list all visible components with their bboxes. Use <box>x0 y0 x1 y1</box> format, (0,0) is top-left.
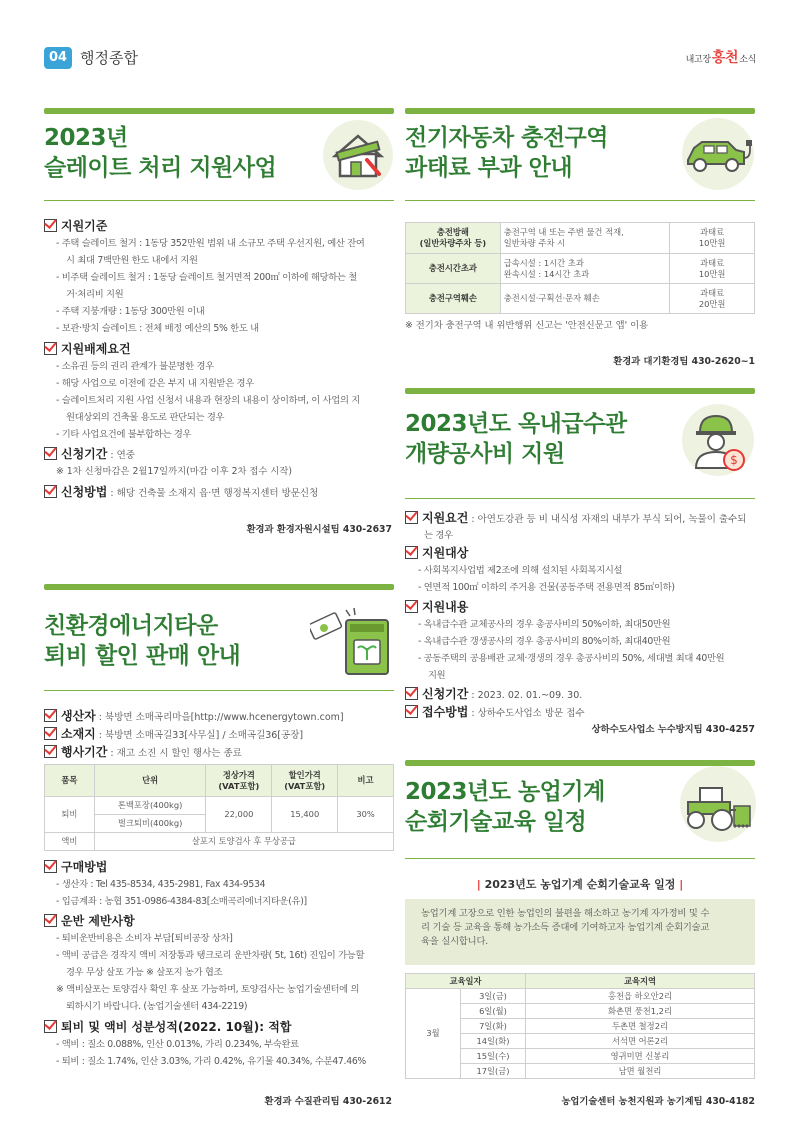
table-cell: 충전시간초과 <box>406 254 501 284</box>
eco-top-bar <box>44 584 394 590</box>
ev-title-line1: 전기자동차 충전구역 <box>405 125 608 151</box>
slate-title-line2: 슬레이트 처리 지원사업 <box>44 155 277 181</box>
intro-line: 육을 실시합니다. <box>421 936 488 947</box>
water-req-heading: 지원요건 : 아연도강관 등 비 내식성 자재의 내부가 부식 되어, 녹물이 출수되 <box>405 510 746 528</box>
slate-support-heading: 지원기준 <box>44 218 107 235</box>
water-method-heading: 접수방법 : 상하수도사업소 방문 접수 <box>405 704 585 722</box>
list-item: - 옥내급수관 교체공사의 경우 총공사비의 50%이하, 최대50만원 <box>418 619 671 630</box>
list-item: - 소유권 등의 권리 관계가 불분명한 경우 <box>56 361 214 372</box>
list-item: ※ 액비살포는 토양검사 확인 후 살포 가능하며, 토양검사는 농업기술센터에 의 <box>56 984 360 995</box>
table-cell: 두촌면 철정2리 <box>526 1019 755 1034</box>
list-item: - 입금계좌 : 농협 351-0986-4384-83[소매곡리에너지타운(유)] <box>56 896 307 907</box>
ev-penalty-table <box>405 222 755 314</box>
table-header: 교육일자 <box>406 974 526 989</box>
table-cell: 충전방해 (일반차량주차 등) <box>406 223 501 254</box>
list-item: - 퇴비 : 질소 1.74%, 인산 3.03%, 가리 0.42%, 유기물 40.34%, 수분47.46% <box>56 1056 366 1067</box>
table-cell: 15,400 <box>272 797 338 833</box>
check-icon <box>405 511 418 524</box>
table-header: 단위 <box>94 765 206 797</box>
table-header: 비고 <box>338 765 394 797</box>
table-cell: 톤백포장(400kg) <box>94 797 206 815</box>
table-cell: 남면 월천리 <box>526 1064 755 1079</box>
intro-line: 농업기계 고장으로 인한 농업인의 불편을 해소하고 농기계 자가정비 및 수 <box>421 908 710 919</box>
water-contact: 상하수도사업소 누수방지팀 430-4257 <box>591 724 755 735</box>
table-cell: 서석면 어론2리 <box>526 1034 755 1049</box>
tractor-icon <box>680 766 756 842</box>
check-icon <box>44 745 57 758</box>
water-content-heading: 지원내용 <box>405 599 468 616</box>
table-header: 정상가격 (VAT포함) <box>206 765 272 797</box>
list-item: - 해당 사업으로 이전에 같은 부지 내 지원받은 경우 <box>56 378 254 389</box>
table-cell: 과태료 10만원 <box>670 223 755 254</box>
check-icon <box>44 727 57 740</box>
farm-divider <box>405 858 755 859</box>
eco-result-heading: 퇴비 및 액비 성분성적(2022. 10월): 적합 <box>44 1019 291 1036</box>
check-icon <box>405 600 418 613</box>
list-item: - 연면적 100㎡ 이하의 주거용 건물(공동주택 전용면적 85㎡이하) <box>418 582 675 593</box>
table-cell: 영귀미면 신봉리 <box>526 1049 755 1064</box>
table-header: 품목 <box>45 765 95 797</box>
check-icon <box>44 485 57 498</box>
check-icon <box>44 447 57 460</box>
eco-title-line2: 퇴비 할인 판매 안내 <box>44 643 241 669</box>
table-cell: 화촌면 풍천1,2리 <box>526 1004 755 1019</box>
table-cell: 벌크퇴비(400kg) <box>94 815 206 833</box>
eco-event-heading: 행사기간 : 재고 소진 시 할인 행사는 종료 <box>44 744 242 762</box>
slate-method-heading: 신청방법 : 해당 건축물 소재지 읍·면 행정복지센터 방문신청 <box>44 484 318 502</box>
list-item: - 퇴비운반비용은 소비자 부담[퇴비공장 상차] <box>56 933 233 944</box>
compost-bag-icon <box>310 606 394 676</box>
table-cell: 7일(화) <box>461 1019 526 1034</box>
schedule-title: | 2023년도 농업기계 순회기술교육 일정 | <box>476 878 684 891</box>
list-item: 는 경우 <box>424 530 453 541</box>
check-icon <box>405 687 418 700</box>
table-cell: 살포지 토양검사 후 무상공급 <box>94 833 393 851</box>
slate-divider <box>44 200 394 201</box>
eco-buy-heading: 구매방법 <box>44 859 107 876</box>
ev-top-bar <box>405 108 755 114</box>
list-item: - 공동주택의 공용배관 교체·갱생의 경우 총공사비의 50%, 세대별 최대 40만원 <box>418 653 725 664</box>
check-icon <box>44 219 57 232</box>
list-item: - 액비 공급은 경작지 액비 저장통과 탱크로리 운반차량( 5t, 16t) 진입이 가능할 <box>56 950 365 961</box>
check-icon <box>405 705 418 718</box>
worker-cost-icon <box>682 404 754 476</box>
ev-note: ※ 전기차 충전구역 내 위반행위 신고는 '안전신문고 앱' 이용 <box>405 320 649 331</box>
farm-contact: 농업기술센터 농천지원과 농기계팀 430-4182 <box>561 1096 755 1107</box>
table-cell: 충전시설·구획선·문자 훼손 <box>500 284 669 314</box>
table-cell: 액비 <box>45 833 95 851</box>
table-cell: 홍천읍 하오안2리 <box>526 989 755 1004</box>
list-item: 경우 무상 살포 가능 ※ 살포지 농가 협조 <box>66 967 223 978</box>
list-item: 거·처리비 지원 <box>66 289 124 300</box>
ev-divider <box>405 200 755 201</box>
check-icon <box>44 709 57 722</box>
slate-exclude-heading: 지원배제요건 <box>44 341 131 358</box>
house-repair-icon <box>323 120 393 190</box>
list-item: - 주택 슬레이트 철거 : 1동당 352만원 범위 내 소규모 주택 우선지원, 예산 잔여 <box>56 238 365 249</box>
farm-schedule-table <box>405 973 755 1079</box>
table-cell: 6일(월) <box>461 1004 526 1019</box>
check-icon <box>405 546 418 559</box>
table-cell: 충전구역훼손 <box>406 284 501 314</box>
list-item: - 기타 사업요건에 불부합하는 경우 <box>56 429 192 440</box>
list-item: 뢰하시기 바랍니다. (농업기술센터 434-2219) <box>66 1001 248 1012</box>
slate-period-note: ※ 1차 신청마감은 2월17일까지(마감 이후 2차 접수 시작) <box>56 466 292 477</box>
page-number: 04 <box>44 47 72 69</box>
section-title: 행정종합 <box>80 49 138 67</box>
publication-logo: 내고장홍천소식 <box>685 50 756 66</box>
water-title-line1: 2023년도 옥내급수관 <box>405 411 627 437</box>
check-icon <box>44 914 57 927</box>
list-item: 원대상외의 건축물 용도로 판단되는 경우 <box>66 412 225 423</box>
check-icon <box>44 342 57 355</box>
table-cell: 급속시설 : 1시간 초과 완속시설 : 14시간 초과 <box>500 254 669 284</box>
table-cell: 30% <box>338 797 394 833</box>
farm-title-line2: 순회기술교육 일정 <box>405 809 587 835</box>
table-header: 교육지역 <box>526 974 755 989</box>
farm-intro-box <box>405 899 755 965</box>
electric-car-icon <box>682 118 754 190</box>
water-top-bar <box>405 388 755 394</box>
eco-location-heading: 소재지 : 북방면 소매곡길33[사무실] / 소매곡길36[공장] <box>44 726 303 744</box>
list-item: - 슬레이트처리 지원 사업 신청서 내용과 현장의 내용이 상이하며, 이 사업의 지 <box>56 395 361 406</box>
eco-producer-heading: 생산자 : 북방면 소매곡리마을[http://www.hcenergytown.com] <box>44 708 344 726</box>
eco-transport-heading: 운반 제반사항 <box>44 913 135 930</box>
water-period-heading: 신청기간 : 2023. 02. 01.~09. 30. <box>405 686 582 704</box>
slate-period-heading: 신청기간 : 연중 <box>44 446 135 464</box>
table-cell: 과태료 10만원 <box>670 254 755 284</box>
table-cell: 15일(수) <box>461 1049 526 1064</box>
list-item: - 비주택 슬레이트 철거 : 1동당 슬레이트 철거면적 200㎡ 이하에 해당하는 철 <box>56 272 357 283</box>
list-item: 지원 <box>428 670 446 681</box>
table-cell: 17일(금) <box>461 1064 526 1079</box>
list-item: - 사회복지사업법 제2조에 의해 설치된 사회복지시설 <box>418 565 623 576</box>
table-cell: 과태료 20만원 <box>670 284 755 314</box>
list-item: - 옥내급수관 갱생공사의 경우 총공사비의 80%이하, 최대40만원 <box>418 636 671 647</box>
list-item: - 보관·방치 슬레이트 : 전체 배정 예산의 5% 한도 내 <box>56 323 259 334</box>
water-divider <box>405 498 755 499</box>
check-icon <box>44 860 57 873</box>
ev-title-line2: 과태료 부과 안내 <box>405 155 573 181</box>
slate-title-line1: 2023년 <box>44 125 128 151</box>
table-cell: 3일(금) <box>461 989 526 1004</box>
eco-title-line1: 친환경에너지타운 <box>44 613 218 639</box>
table-cell: 22,000 <box>206 797 272 833</box>
list-item: - 액비 : 질소 0.088%, 인산 0.013%, 가리 0.234%, 부숙완료 <box>56 1039 299 1050</box>
eco-contact: 환경과 수질관리팀 430-2612 <box>264 1096 392 1107</box>
farm-title-line1: 2023년도 농업기계 <box>405 779 605 805</box>
list-item: 시 최대 7백만원 한도 내에서 지원 <box>66 255 198 266</box>
water-target-heading: 지원대상 <box>405 545 468 562</box>
table-cell: 퇴비 <box>45 797 95 833</box>
check-icon <box>44 1020 57 1033</box>
svg-text:$: $ <box>730 453 738 467</box>
eco-divider <box>44 690 394 691</box>
list-item: - 주택 지붕개량 : 1동당 300만원 이내 <box>56 306 205 317</box>
table-cell: 14일(화) <box>461 1034 526 1049</box>
compost-price-table <box>44 764 394 851</box>
water-title-line2: 개량공사비 지원 <box>405 441 565 467</box>
ev-contact: 환경과 대기환경팀 430-2620~1 <box>613 356 755 367</box>
table-header: 할인가격 (VAT포함) <box>272 765 338 797</box>
slate-contact: 환경과 환경자원시설팀 430-2637 <box>246 524 392 535</box>
table-cell: 3월 <box>406 989 461 1079</box>
list-item: - 생산자 : Tel 435-8534, 435-2981, Fax 434-9534 <box>56 879 266 890</box>
intro-line: 리 기술 등 교육을 통해 농가소득 증대에 기여하고자 농업기계 순회기술교 <box>421 922 710 933</box>
table-cell: 충전구역 내 또는 주변 물건 적재, 일반차량 주차 시 <box>500 223 669 254</box>
slate-top-bar <box>44 108 394 114</box>
page-header <box>0 0 800 80</box>
